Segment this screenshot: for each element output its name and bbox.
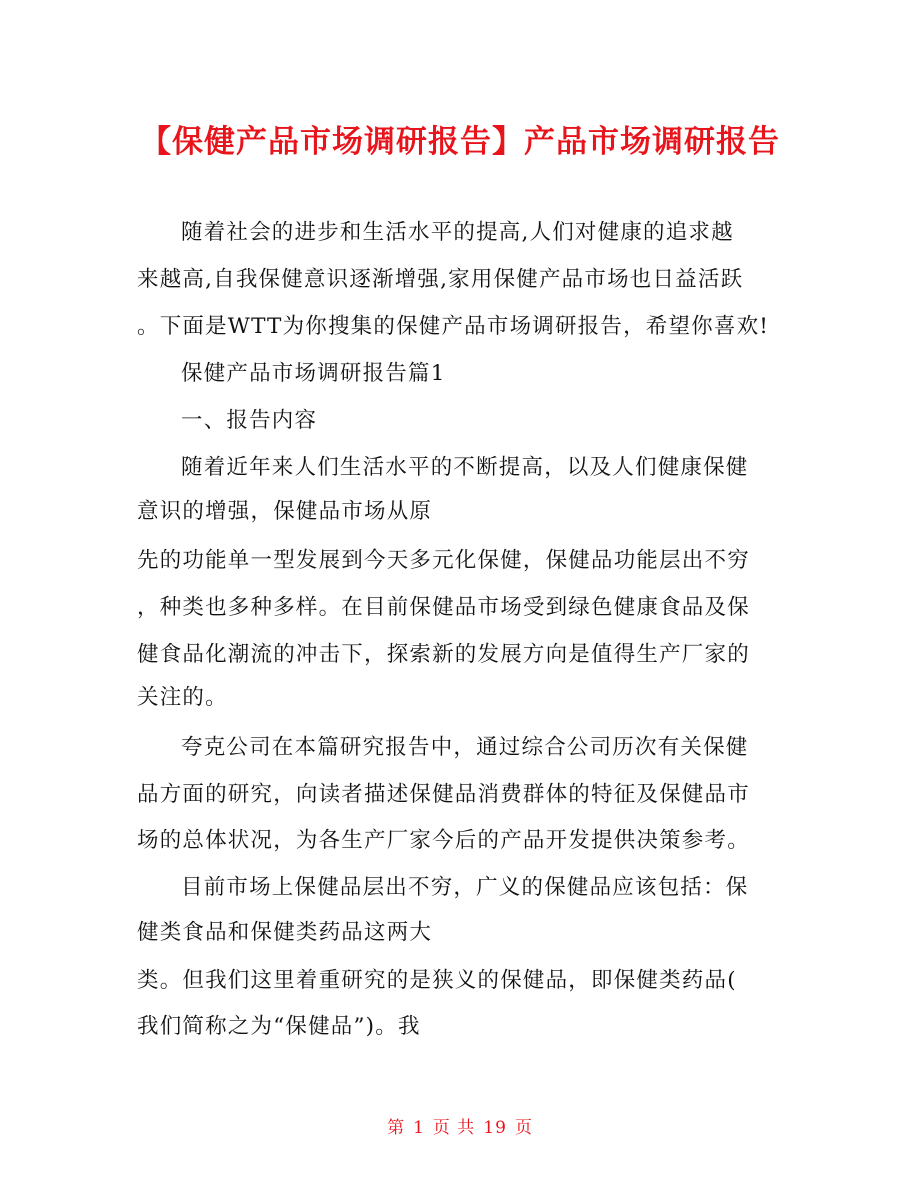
footer-prefix: 第 <box>387 1118 406 1138</box>
paragraph-line: 来越高,自我保健意识逐渐增强,家用保健产品市场也日益活跃 <box>137 267 744 292</box>
paragraph-line: 先的功能单一型发展到今天多元化保健，保健品功能层出不穷 <box>137 548 750 573</box>
paragraph-line: 健食品化潮流的冲击下，探索新的发展方向是值得生产厂家的 <box>137 642 750 667</box>
paragraph-line: 关注的。 <box>137 685 228 710</box>
paragraph-line: 随着近年来人们生活水平的不断提高，以及人们健康保健 <box>181 455 749 480</box>
paragraph-line: 品方面的研究，向读者描述保健品消费群体的特征及保健品市 <box>137 782 750 807</box>
document-title: 【保健产品市场调研报告】产品市场调研报告 <box>140 124 780 160</box>
paragraph-line: 夸克公司在本篇研究报告中，通过综合公司历次有关保健 <box>181 735 749 760</box>
paragraph-line: 类。但我们这里着重研究的是狭义的保健品，即保健类药品( <box>137 968 737 993</box>
footer-total-pages: 19 <box>483 1118 507 1138</box>
paragraph-line: ，种类也多种多样。在目前保健品市场受到绿色健康食品及保 <box>137 595 750 620</box>
paragraph-line: 目前市场上保健品层出不穷，广义的保健品应该包括：保 <box>181 875 749 900</box>
footer-suffix: 页 <box>514 1118 533 1138</box>
section-subheading: 一、报告内容 <box>181 408 318 433</box>
paragraph-line: 健类食品和保健类药品这两大 <box>137 920 433 945</box>
paragraph-line: 意识的增强，保健品市场从原 <box>137 499 433 524</box>
footer-page-number: 1 <box>413 1118 425 1138</box>
footer-mid: 页 共 <box>432 1118 476 1138</box>
section-heading: 保健产品市场调研报告篇1 <box>181 361 446 386</box>
paragraph-line: 场的总体状况，为各生产厂家今后的产品开发提供决策参考。 <box>137 828 750 853</box>
page-footer <box>0 1113 920 1138</box>
paragraph-line: 我们简称之为“保健品”)。我 <box>137 1014 421 1039</box>
paragraph-line: 。下面是WTT为你搜集的保健产品市场调研报告，希望你喜欢! <box>137 314 770 339</box>
paragraph-line: 随着社会的进步和生活水平的提高,人们对健康的追求越 <box>181 220 734 245</box>
